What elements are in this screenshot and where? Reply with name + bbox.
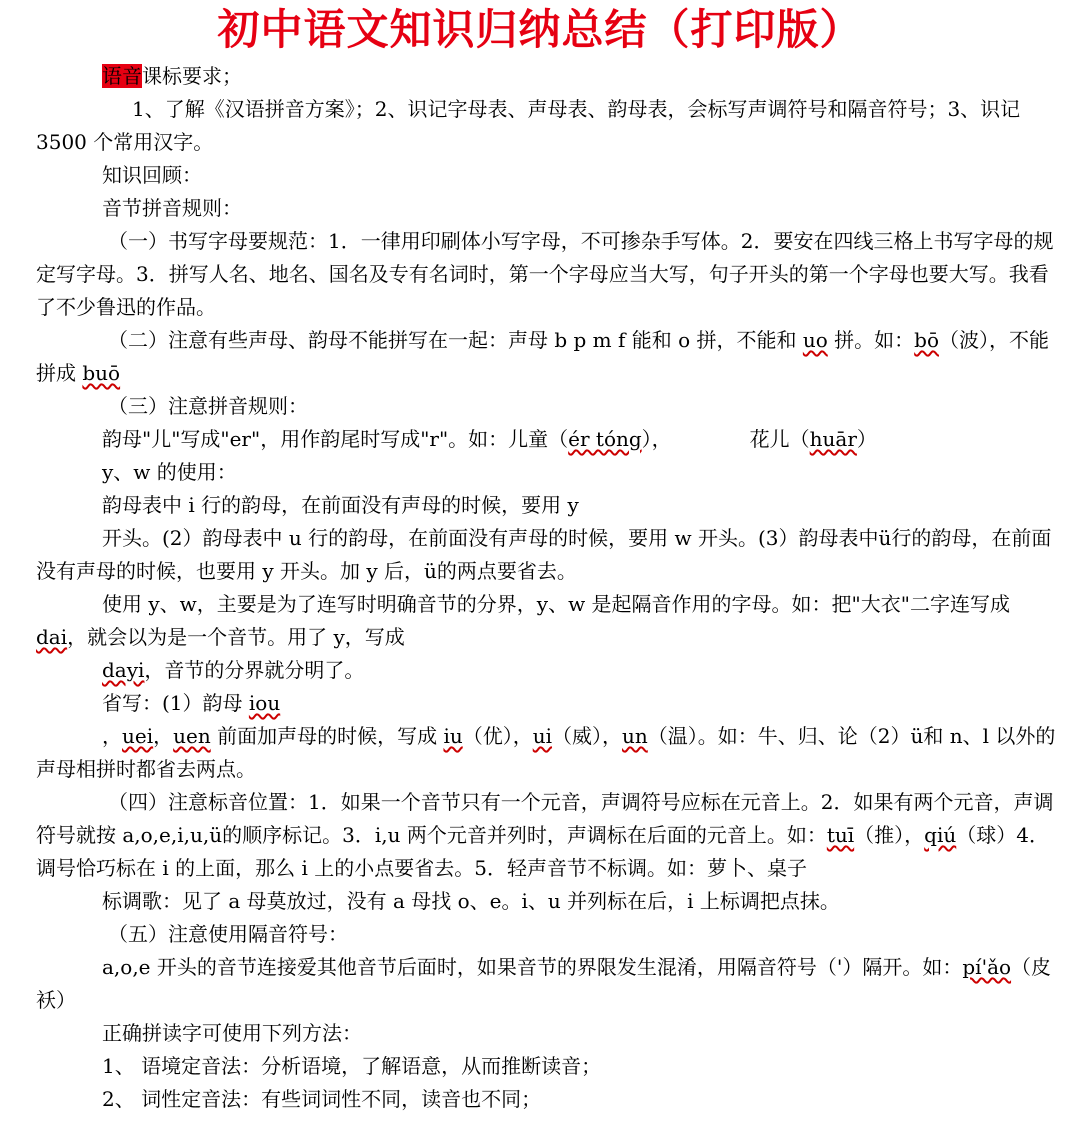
- highlight-label: 语音: [102, 64, 142, 88]
- yw-rule-paragraph-2: 开头。(2）韵母表中 u 行的韵母，在前面没有声母的时候，要用 w 开头。(3）韵母表中ü行的韵母，在前面没有声母的时候，也要用 y 开头。加 y 后，ü的两点要省去。: [36, 526, 1052, 583]
- yw-rule-line-4: dayi，音节的分界就分明了。: [102, 658, 365, 682]
- section-label: 语音课标要求；: [102, 64, 242, 88]
- rule-5-heading: （五）注意使用隔音符号：: [108, 922, 348, 946]
- tone-song-line: 标调歌：见了 a 母莫放过，没有 a 母找 o、e。i、u 并列标在后，i 上标调把点抹。: [102, 889, 840, 913]
- yw-rule-line-1: 韵母表中 i 行的韵母，在前面没有声母的时候，要用 y: [102, 493, 579, 517]
- abbreviation-line-1: 省写：(1）韵母 iou: [102, 691, 281, 715]
- er-rule-paragraph: 韵母"儿"写成"er"，用作韵尾时写成"r"。如：儿童（ér tóng）， 花儿（huār）: [102, 427, 877, 451]
- rule-4-paragraph: （四）注意标音位置：1．如果一个音节只有一个元音，声调符号应标在元音上。2．如果有两个元音，声调符号就按 a,o,e,i,u,ü的顺序标记。3．i,u 两个元音并列时，声调标在后面的元音上。如：tuī（推），qiú（球）4．调号恰巧标在 i 的上面，那么 i 上的小点要省去。5．轻声音节不标调。如：萝卜、桌子: [36, 790, 1054, 880]
- yw-rule-paragraph-3: 使用 y、w，主要是为了连写时明确音节的分界，y、w 是起隔音作用的字母。如：把"大衣"二字连写成 dai，就会以为是一个音节。用了 y，写成: [36, 592, 1010, 649]
- page-title: 初中语文知识归纳总结（打印版）: [217, 5, 863, 54]
- requirements-paragraph: 1、了解《汉语拼音方案》；2、识记字母表、声母表、韵母表，会标写声调符号和隔音符号；3、识记 3500 个常用汉字。: [36, 97, 1021, 154]
- abbreviation-paragraph-2: ，uei，uen 前面加声母的时候，写成 iu（优），ui（威），un（温）。如：牛、归、论（2）ü和 n、l 以外的声母相拼时都省去两点。: [36, 724, 1056, 781]
- method-item-2: 2、 词性定音法：有些词词性不同，读音也不同；: [102, 1087, 542, 1111]
- methods-heading: 正确拼读字可使用下列方法：: [102, 1021, 362, 1045]
- document-body: [0, 60, 1080, 1116]
- yw-heading: y、w 的使用：: [102, 460, 237, 484]
- rule-3-heading: （三）注意拼音规则：: [108, 394, 308, 418]
- rule-2-paragraph: （二）注意有些声母、韵母不能拼写在一起：声母 b p m f 能和 o 拼，不能和 uo 拼。如：bō（波），不能拼成 buō: [36, 328, 1049, 385]
- knowledge-review-heading: 知识回顾：: [102, 163, 202, 187]
- rule-1-paragraph: （一）书写字母要规范：1．一律用印刷体小写字母，不可掺杂手写体。2．要安在四线三格上书写字母的规定写字母。3．拼写人名、地名、国名及专有名词时，第一个字母应当大写，句子开头的第一个字母也要大写。我看了不少鲁迅的作品。: [36, 229, 1054, 319]
- syllable-rules-heading: 音节拼音规则：: [102, 196, 242, 220]
- rule-5-paragraph: a,o,e 开头的音节连接爱其他音节后面时，如果音节的界限发生混淆，用隔音符号（'）隔开。如：pí'ǎo（皮袄）: [36, 955, 1052, 1012]
- method-item-1: 1、 语境定音法：分析语境，了解语意，从而推断读音；: [102, 1054, 602, 1078]
